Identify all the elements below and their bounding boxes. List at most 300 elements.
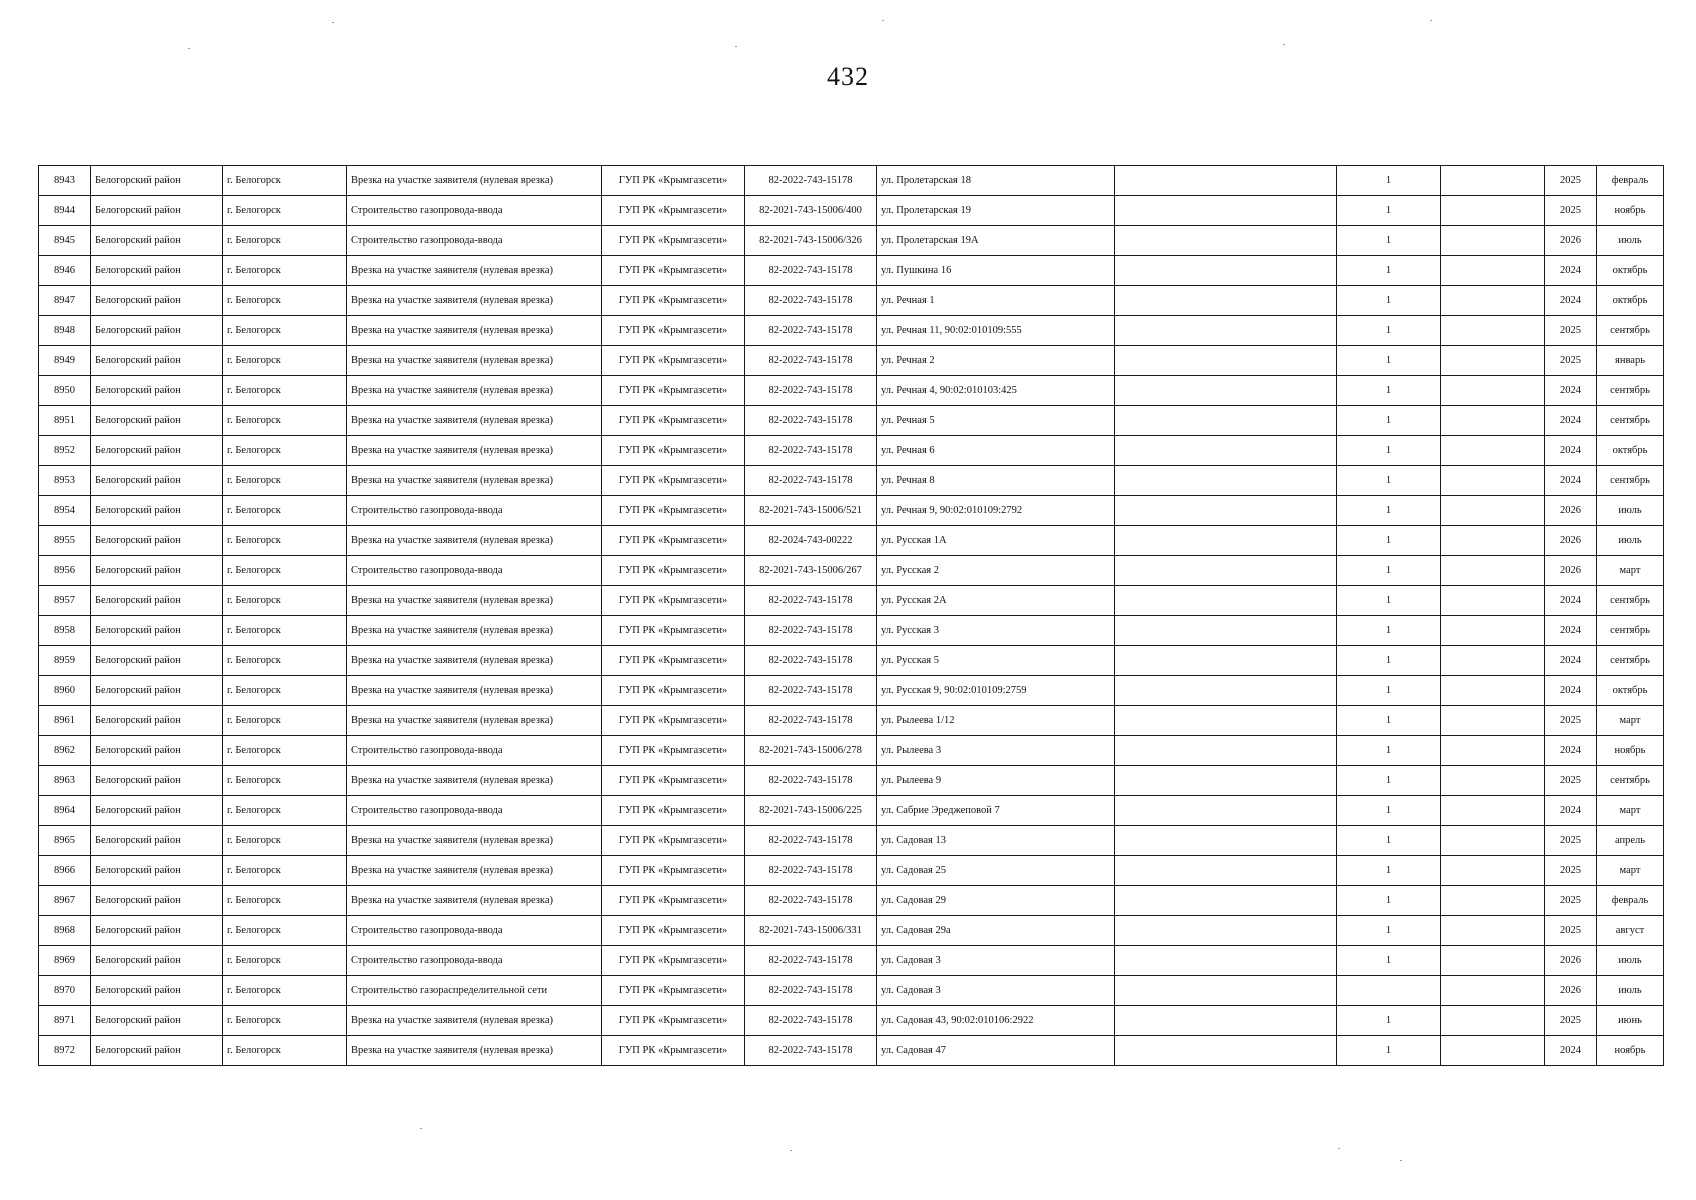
- document-number-cell: 82-2022-743-15178: [745, 286, 877, 316]
- row-number-cell: 8950: [39, 376, 91, 406]
- work-type-cell: Строительство газопровода-ввода: [347, 496, 602, 526]
- district-cell: Белогорский район: [91, 466, 223, 496]
- table-row: [39, 376, 1664, 406]
- year-cell: 2024: [1545, 616, 1597, 646]
- table-row: [39, 346, 1664, 376]
- table-row: [39, 406, 1664, 436]
- month-cell: ноябрь: [1597, 1036, 1664, 1066]
- table-row: [39, 286, 1664, 316]
- city-cell: г. Белогорск: [223, 1006, 347, 1036]
- city-cell: г. Белогорск: [223, 826, 347, 856]
- quantity-cell: 1: [1337, 436, 1441, 466]
- organization-cell: ГУП РК «Крымгазсети»: [602, 886, 745, 916]
- year-cell: 2024: [1545, 646, 1597, 676]
- empty-cell: [1441, 256, 1545, 286]
- quantity-cell: 1: [1337, 1036, 1441, 1066]
- address-cell: ул. Речная 2: [877, 346, 1115, 376]
- work-type-cell: Врезка на участке заявителя (нулевая врезка): [347, 856, 602, 886]
- district-cell: Белогорский район: [91, 676, 223, 706]
- city-cell: г. Белогорск: [223, 586, 347, 616]
- month-cell: сентябрь: [1597, 376, 1664, 406]
- empty-cell: [1441, 316, 1545, 346]
- row-number-cell: 8943: [39, 166, 91, 196]
- empty-cell: [1441, 526, 1545, 556]
- table-row: [39, 796, 1664, 826]
- city-cell: г. Белогорск: [223, 946, 347, 976]
- document-number-cell: 82-2022-743-15178: [745, 586, 877, 616]
- row-number-cell: 8948: [39, 316, 91, 346]
- table-row: [39, 256, 1664, 286]
- work-type-cell: Врезка на участке заявителя (нулевая врезка): [347, 706, 602, 736]
- document-number-cell: 82-2022-743-15178: [745, 616, 877, 646]
- table-row: [39, 496, 1664, 526]
- quantity-cell: 1: [1337, 796, 1441, 826]
- empty-cell: [1441, 586, 1545, 616]
- table-row: [39, 886, 1664, 916]
- organization-cell: ГУП РК «Крымгазсети»: [602, 166, 745, 196]
- district-cell: Белогорский район: [91, 436, 223, 466]
- month-cell: август: [1597, 916, 1664, 946]
- year-cell: 2024: [1545, 286, 1597, 316]
- quantity-cell: 1: [1337, 886, 1441, 916]
- city-cell: г. Белогорск: [223, 376, 347, 406]
- document-number-cell: 82-2022-743-15178: [745, 346, 877, 376]
- quantity-cell: 1: [1337, 286, 1441, 316]
- empty-cell: [1115, 976, 1337, 1006]
- table-row: [39, 676, 1664, 706]
- empty-cell: [1115, 496, 1337, 526]
- document-number-cell: 82-2021-743-15006/225: [745, 796, 877, 826]
- document-number-cell: 82-2022-743-15178: [745, 166, 877, 196]
- month-cell: сентябрь: [1597, 316, 1664, 346]
- empty-cell: [1115, 316, 1337, 346]
- district-cell: Белогорский район: [91, 316, 223, 346]
- quantity-cell: 1: [1337, 376, 1441, 406]
- district-cell: Белогорский район: [91, 826, 223, 856]
- empty-cell: [1115, 616, 1337, 646]
- year-cell: 2026: [1545, 976, 1597, 1006]
- month-cell: март: [1597, 706, 1664, 736]
- address-cell: ул. Садовая 47: [877, 1036, 1115, 1066]
- empty-cell: [1441, 196, 1545, 226]
- district-cell: Белогорский район: [91, 166, 223, 196]
- quantity-cell: 1: [1337, 616, 1441, 646]
- district-cell: Белогорский район: [91, 286, 223, 316]
- district-cell: Белогорский район: [91, 1036, 223, 1066]
- quantity-cell: 1: [1337, 226, 1441, 256]
- address-cell: ул. Речная 1: [877, 286, 1115, 316]
- table-row: [39, 1006, 1664, 1036]
- district-cell: Белогорский район: [91, 406, 223, 436]
- year-cell: 2024: [1545, 436, 1597, 466]
- table-body: [39, 166, 1664, 1066]
- year-cell: 2024: [1545, 676, 1597, 706]
- year-cell: 2024: [1545, 586, 1597, 616]
- quantity-cell: 1: [1337, 526, 1441, 556]
- empty-cell: [1441, 676, 1545, 706]
- month-cell: ноябрь: [1597, 196, 1664, 226]
- city-cell: г. Белогорск: [223, 226, 347, 256]
- quantity-cell: 1: [1337, 766, 1441, 796]
- organization-cell: ГУП РК «Крымгазсети»: [602, 316, 745, 346]
- document-number-cell: 82-2021-743-15006/400: [745, 196, 877, 226]
- empty-cell: [1115, 676, 1337, 706]
- organization-cell: ГУП РК «Крымгазсети»: [602, 256, 745, 286]
- empty-cell: [1441, 856, 1545, 886]
- month-cell: ноябрь: [1597, 736, 1664, 766]
- row-number-cell: 8957: [39, 586, 91, 616]
- year-cell: 2024: [1545, 466, 1597, 496]
- document-number-cell: 82-2022-743-15178: [745, 1006, 877, 1036]
- quantity-cell: 1: [1337, 676, 1441, 706]
- quantity-cell: 1: [1337, 706, 1441, 736]
- table-row: [39, 706, 1664, 736]
- quantity-cell: 1: [1337, 946, 1441, 976]
- address-cell: ул. Садовая 43, 90:02:010106:2922: [877, 1006, 1115, 1036]
- organization-cell: ГУП РК «Крымгазсети»: [602, 616, 745, 646]
- organization-cell: ГУП РК «Крымгазсети»: [602, 226, 745, 256]
- year-cell: 2024: [1545, 736, 1597, 766]
- work-type-cell: Строительство газопровода-ввода: [347, 736, 602, 766]
- district-cell: Белогорский район: [91, 886, 223, 916]
- work-type-cell: Врезка на участке заявителя (нулевая врезка): [347, 316, 602, 346]
- organization-cell: ГУП РК «Крымгазсети»: [602, 406, 745, 436]
- empty-cell: [1115, 406, 1337, 436]
- quantity-cell: 1: [1337, 346, 1441, 376]
- organization-cell: ГУП РК «Крымгазсети»: [602, 466, 745, 496]
- quantity-cell: 1: [1337, 166, 1441, 196]
- empty-cell: [1441, 736, 1545, 766]
- organization-cell: ГУП РК «Крымгазсети»: [602, 496, 745, 526]
- document-number-cell: 82-2022-743-15178: [745, 706, 877, 736]
- month-cell: сентябрь: [1597, 766, 1664, 796]
- organization-cell: ГУП РК «Крымгазсети»: [602, 526, 745, 556]
- organization-cell: ГУП РК «Крымгазсети»: [602, 946, 745, 976]
- row-number-cell: 8970: [39, 976, 91, 1006]
- district-cell: Белогорский район: [91, 976, 223, 1006]
- row-number-cell: 8944: [39, 196, 91, 226]
- year-cell: 2025: [1545, 1006, 1597, 1036]
- organization-cell: ГУП РК «Крымгазсети»: [602, 286, 745, 316]
- address-cell: ул. Речная 5: [877, 406, 1115, 436]
- empty-cell: [1441, 946, 1545, 976]
- row-number-cell: 8945: [39, 226, 91, 256]
- month-cell: октябрь: [1597, 256, 1664, 286]
- document-number-cell: 82-2022-743-15178: [745, 766, 877, 796]
- address-cell: ул. Пушкина 16: [877, 256, 1115, 286]
- district-cell: Белогорский район: [91, 736, 223, 766]
- empty-cell: [1115, 436, 1337, 466]
- row-number-cell: 8971: [39, 1006, 91, 1036]
- month-cell: март: [1597, 556, 1664, 586]
- row-number-cell: 8968: [39, 916, 91, 946]
- document-number-cell: 82-2022-743-15178: [745, 436, 877, 466]
- work-type-cell: Строительство газопровода-ввода: [347, 916, 602, 946]
- address-cell: ул. Речная 4, 90:02:010103:425: [877, 376, 1115, 406]
- row-number-cell: 8954: [39, 496, 91, 526]
- city-cell: г. Белогорск: [223, 856, 347, 886]
- table-row: [39, 826, 1664, 856]
- address-cell: ул. Садовая 3: [877, 946, 1115, 976]
- document-number-cell: 82-2024-743-00222: [745, 526, 877, 556]
- organization-cell: ГУП РК «Крымгазсети»: [602, 976, 745, 1006]
- empty-cell: [1441, 556, 1545, 586]
- city-cell: г. Белогорск: [223, 706, 347, 736]
- organization-cell: ГУП РК «Крымгазсети»: [602, 856, 745, 886]
- document-number-cell: 82-2022-743-15178: [745, 376, 877, 406]
- address-cell: ул. Русская 5: [877, 646, 1115, 676]
- table-row: [39, 436, 1664, 466]
- empty-cell: [1441, 766, 1545, 796]
- row-number-cell: 8947: [39, 286, 91, 316]
- document-number-cell: 82-2022-743-15178: [745, 1036, 877, 1066]
- city-cell: г. Белогорск: [223, 286, 347, 316]
- document-number-cell: 82-2022-743-15178: [745, 946, 877, 976]
- empty-cell: [1115, 1006, 1337, 1036]
- work-type-cell: Врезка на участке заявителя (нулевая врезка): [347, 166, 602, 196]
- month-cell: июль: [1597, 976, 1664, 1006]
- empty-cell: [1115, 766, 1337, 796]
- city-cell: г. Белогорск: [223, 976, 347, 1006]
- quantity-cell: 1: [1337, 406, 1441, 436]
- empty-cell: [1115, 196, 1337, 226]
- city-cell: г. Белогорск: [223, 1036, 347, 1066]
- district-cell: Белогорский район: [91, 586, 223, 616]
- year-cell: 2024: [1545, 376, 1597, 406]
- empty-cell: [1441, 496, 1545, 526]
- empty-cell: [1441, 436, 1545, 466]
- row-number-cell: 8969: [39, 946, 91, 976]
- table-row: [39, 916, 1664, 946]
- organization-cell: ГУП РК «Крымгазсети»: [602, 556, 745, 586]
- empty-cell: [1115, 526, 1337, 556]
- table-row: [39, 1036, 1664, 1066]
- year-cell: 2024: [1545, 256, 1597, 286]
- address-cell: ул. Русская 9, 90:02:010109:2759: [877, 676, 1115, 706]
- table-row: [39, 526, 1664, 556]
- row-number-cell: 8953: [39, 466, 91, 496]
- district-cell: Белогорский район: [91, 646, 223, 676]
- empty-cell: [1441, 286, 1545, 316]
- row-number-cell: 8946: [39, 256, 91, 286]
- address-cell: ул. Садовая 29а: [877, 916, 1115, 946]
- city-cell: г. Белогорск: [223, 466, 347, 496]
- empty-cell: [1441, 976, 1545, 1006]
- month-cell: июль: [1597, 946, 1664, 976]
- document-number-cell: 82-2022-743-15178: [745, 826, 877, 856]
- year-cell: 2026: [1545, 226, 1597, 256]
- month-cell: октябрь: [1597, 286, 1664, 316]
- month-cell: сентябрь: [1597, 406, 1664, 436]
- empty-cell: [1441, 226, 1545, 256]
- empty-cell: [1441, 616, 1545, 646]
- city-cell: г. Белогорск: [223, 256, 347, 286]
- empty-cell: [1115, 256, 1337, 286]
- district-cell: Белогорский район: [91, 766, 223, 796]
- work-type-cell: Строительство газопровода-ввода: [347, 556, 602, 586]
- empty-cell: [1441, 376, 1545, 406]
- district-cell: Белогорский район: [91, 226, 223, 256]
- month-cell: апрель: [1597, 826, 1664, 856]
- table-row: [39, 226, 1664, 256]
- organization-cell: ГУП РК «Крымгазсети»: [602, 1036, 745, 1066]
- month-cell: январь: [1597, 346, 1664, 376]
- month-cell: июль: [1597, 496, 1664, 526]
- address-cell: ул. Садовая 3: [877, 976, 1115, 1006]
- work-type-cell: Врезка на участке заявителя (нулевая врезка): [347, 676, 602, 706]
- city-cell: г. Белогорск: [223, 916, 347, 946]
- empty-cell: [1115, 916, 1337, 946]
- address-cell: ул. Пролетарская 18: [877, 166, 1115, 196]
- month-cell: октябрь: [1597, 436, 1664, 466]
- empty-cell: [1441, 886, 1545, 916]
- organization-cell: ГУП РК «Крымгазсети»: [602, 796, 745, 826]
- work-type-cell: Врезка на участке заявителя (нулевая врезка): [347, 466, 602, 496]
- district-cell: Белогорский район: [91, 856, 223, 886]
- empty-cell: [1115, 796, 1337, 826]
- work-type-cell: Строительство газопровода-ввода: [347, 226, 602, 256]
- district-cell: Белогорский район: [91, 796, 223, 826]
- empty-cell: [1441, 1006, 1545, 1036]
- address-cell: ул. Рылеева 1/12: [877, 706, 1115, 736]
- quantity-cell: 1: [1337, 496, 1441, 526]
- empty-cell: [1441, 1036, 1545, 1066]
- organization-cell: ГУП РК «Крымгазсети»: [602, 826, 745, 856]
- row-number-cell: 8963: [39, 766, 91, 796]
- district-cell: Белогорский район: [91, 706, 223, 736]
- table-row: [39, 646, 1664, 676]
- row-number-cell: 8959: [39, 646, 91, 676]
- empty-cell: [1441, 406, 1545, 436]
- district-cell: Белогорский район: [91, 616, 223, 646]
- work-type-cell: Строительство газопровода-ввода: [347, 196, 602, 226]
- empty-cell: [1441, 706, 1545, 736]
- empty-cell: [1441, 916, 1545, 946]
- document-number-cell: 82-2022-743-15178: [745, 886, 877, 916]
- city-cell: г. Белогорск: [223, 346, 347, 376]
- year-cell: 2025: [1545, 346, 1597, 376]
- document-number-cell: 82-2022-743-15178: [745, 856, 877, 886]
- address-cell: ул. Речная 9, 90:02:010109:2792: [877, 496, 1115, 526]
- quantity-cell: [1337, 976, 1441, 1006]
- row-number-cell: 8960: [39, 676, 91, 706]
- quantity-cell: 1: [1337, 1006, 1441, 1036]
- quantity-cell: 1: [1337, 856, 1441, 886]
- month-cell: сентябрь: [1597, 466, 1664, 496]
- city-cell: г. Белогорск: [223, 406, 347, 436]
- work-type-cell: Врезка на участке заявителя (нулевая врезка): [347, 826, 602, 856]
- gasification-registry-table: [38, 165, 1664, 1066]
- year-cell: 2026: [1545, 526, 1597, 556]
- address-cell: ул. Садовая 13: [877, 826, 1115, 856]
- address-cell: ул. Речная 6: [877, 436, 1115, 466]
- row-number-cell: 8965: [39, 826, 91, 856]
- row-number-cell: 8951: [39, 406, 91, 436]
- month-cell: февраль: [1597, 166, 1664, 196]
- year-cell: 2025: [1545, 166, 1597, 196]
- district-cell: Белогорский район: [91, 496, 223, 526]
- empty-cell: [1115, 346, 1337, 376]
- month-cell: сентябрь: [1597, 586, 1664, 616]
- organization-cell: ГУП РК «Крымгазсети»: [602, 196, 745, 226]
- city-cell: г. Белогорск: [223, 736, 347, 766]
- work-type-cell: Врезка на участке заявителя (нулевая врезка): [347, 886, 602, 916]
- empty-cell: [1115, 556, 1337, 586]
- table-row: [39, 556, 1664, 586]
- document-number-cell: 82-2022-743-15178: [745, 466, 877, 496]
- city-cell: г. Белогорск: [223, 436, 347, 466]
- city-cell: г. Белогорск: [223, 766, 347, 796]
- work-type-cell: Врезка на участке заявителя (нулевая врезка): [347, 286, 602, 316]
- district-cell: Белогорский район: [91, 946, 223, 976]
- year-cell: 2025: [1545, 856, 1597, 886]
- document-number-cell: 82-2021-743-15006/331: [745, 916, 877, 946]
- empty-cell: [1115, 286, 1337, 316]
- year-cell: 2025: [1545, 826, 1597, 856]
- organization-cell: ГУП РК «Крымгазсети»: [602, 916, 745, 946]
- organization-cell: ГУП РК «Крымгазсети»: [602, 346, 745, 376]
- district-cell: Белогорский район: [91, 376, 223, 406]
- document-number-cell: 82-2021-743-15006/278: [745, 736, 877, 766]
- empty-cell: [1115, 826, 1337, 856]
- district-cell: Белогорский район: [91, 346, 223, 376]
- empty-cell: [1115, 886, 1337, 916]
- table-row: [39, 196, 1664, 226]
- table-row: [39, 736, 1664, 766]
- quantity-cell: 1: [1337, 466, 1441, 496]
- table-row: [39, 166, 1664, 196]
- month-cell: сентябрь: [1597, 616, 1664, 646]
- organization-cell: ГУП РК «Крымгазсети»: [602, 736, 745, 766]
- empty-cell: [1441, 466, 1545, 496]
- work-type-cell: Строительство газопровода-ввода: [347, 946, 602, 976]
- empty-cell: [1115, 1036, 1337, 1066]
- city-cell: г. Белогорск: [223, 556, 347, 586]
- work-type-cell: Врезка на участке заявителя (нулевая врезка): [347, 646, 602, 676]
- city-cell: г. Белогорск: [223, 646, 347, 676]
- quantity-cell: 1: [1337, 556, 1441, 586]
- city-cell: г. Белогорск: [223, 496, 347, 526]
- work-type-cell: Врезка на участке заявителя (нулевая врезка): [347, 436, 602, 466]
- row-number-cell: 8949: [39, 346, 91, 376]
- district-cell: Белогорский район: [91, 916, 223, 946]
- table-row: [39, 856, 1664, 886]
- quantity-cell: 1: [1337, 826, 1441, 856]
- document-number-cell: 82-2022-743-15178: [745, 976, 877, 1006]
- work-type-cell: Врезка на участке заявителя (нулевая врезка): [347, 526, 602, 556]
- quantity-cell: 1: [1337, 196, 1441, 226]
- empty-cell: [1115, 226, 1337, 256]
- table-row: [39, 946, 1664, 976]
- year-cell: 2025: [1545, 706, 1597, 736]
- district-cell: Белогорский район: [91, 256, 223, 286]
- city-cell: г. Белогорск: [223, 196, 347, 226]
- work-type-cell: Врезка на участке заявителя (нулевая врезка): [347, 406, 602, 436]
- row-number-cell: 8952: [39, 436, 91, 466]
- page-number: 432: [827, 62, 869, 91]
- work-type-cell: Врезка на участке заявителя (нулевая врезка): [347, 346, 602, 376]
- district-cell: Белогорский район: [91, 556, 223, 586]
- work-type-cell: Врезка на участке заявителя (нулевая врезка): [347, 256, 602, 286]
- city-cell: г. Белогорск: [223, 316, 347, 346]
- document-number-cell: 82-2022-743-15178: [745, 406, 877, 436]
- table-row: [39, 616, 1664, 646]
- address-cell: ул. Садовая 25: [877, 856, 1115, 886]
- quantity-cell: 1: [1337, 916, 1441, 946]
- empty-cell: [1115, 736, 1337, 766]
- year-cell: 2025: [1545, 316, 1597, 346]
- year-cell: 2026: [1545, 496, 1597, 526]
